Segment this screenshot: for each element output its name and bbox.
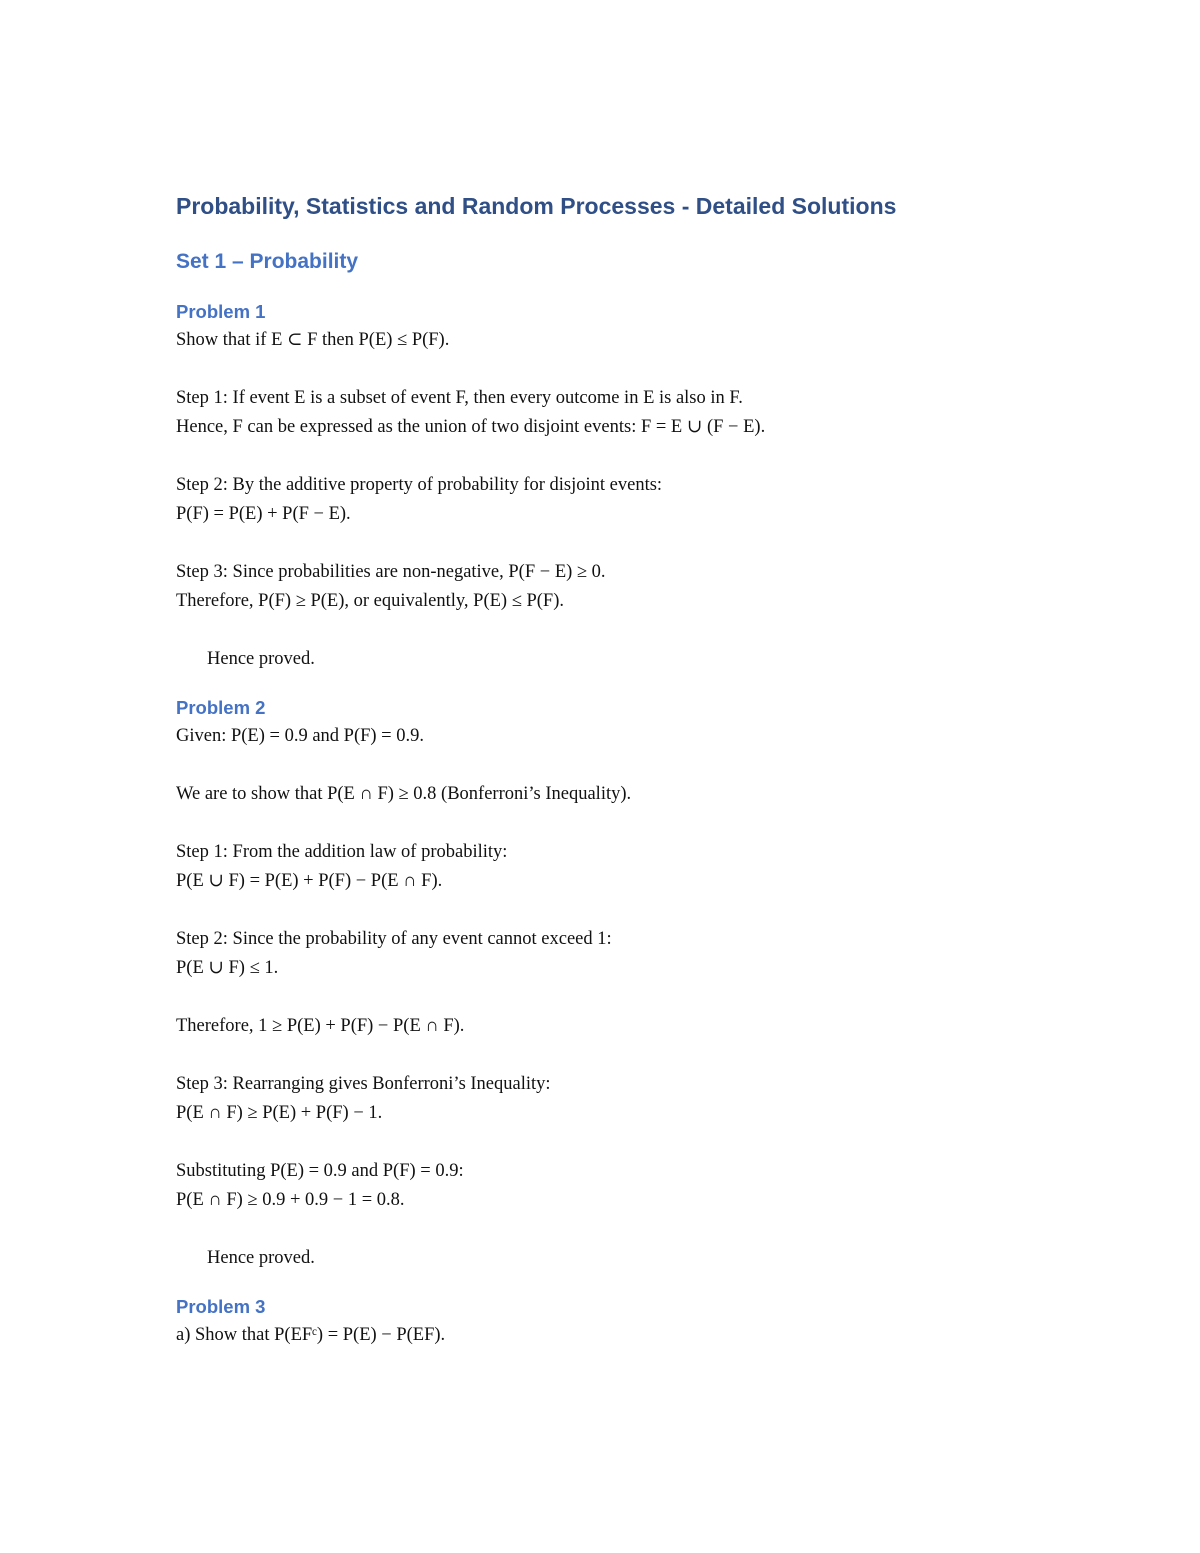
problem-2 — [176, 694, 1076, 1273]
problem-1-step-3a: Step 3: Since probabilities are non-negative, P(F − E) ≥ 0. — [176, 562, 606, 582]
problem-2-step-3b: P(E ∩ F) ≥ P(E) + P(F) − 1. — [176, 1103, 383, 1123]
problem-1-conclusion: Hence proved. — [207, 649, 315, 669]
problem-1-step-1b: Hence, F can be expressed as the union of two disjoint events: F = E ∪ (F − E). — [176, 417, 766, 437]
problem-3 — [176, 1293, 1076, 1350]
problem-1-step-1a: Step 1: If event E is a subset of event F, then every outcome in E is also in F. — [176, 388, 743, 408]
problem-2-given: Given: P(E) = 0.9 and P(F) = 0.9. — [176, 726, 424, 746]
problem-2-conclusion: Hence proved. — [207, 1248, 315, 1268]
problem-2-therefore: Therefore, 1 ≥ P(E) + P(F) − P(E ∩ F). — [176, 1016, 465, 1036]
problem-2-step-2a: Step 2: Since the probability of any event cannot exceed 1: — [176, 929, 612, 949]
problem-2-step-1a: Step 1: From the addition law of probability: — [176, 842, 508, 862]
problem-1-step-3b: Therefore, P(F) ≥ P(E), or equivalently, P(E) ≤ P(F). — [176, 591, 564, 611]
problem-2-step-3a: Step 3: Rearranging gives Bonferroni’s Inequality: — [176, 1074, 551, 1094]
problem-1-step-2a: Step 2: By the additive property of probability for disjoint events: — [176, 475, 663, 495]
problem-1 — [176, 298, 1076, 674]
problem-2-goal: We are to show that P(E ∩ F) ≥ 0.8 (Bonferroni’s Inequality). — [176, 784, 632, 804]
problem-1-statement: Show that if E ⊂ F then P(E) ≤ P(F). — [176, 330, 450, 350]
document-title: Probability, Statistics and Random Processes - Detailed Solutions — [176, 193, 897, 219]
problem-3-part-a: a) Show that P(EFᶜ) = P(E) − P(EF). — [176, 1325, 446, 1345]
set-heading: Set 1 – Probability — [176, 250, 359, 273]
problem-1-step-2b: P(F) = P(E) + P(F − E). — [176, 504, 351, 524]
problem-2-step-1b: P(E ∪ F) = P(E) + P(F) − P(E ∩ F). — [176, 871, 443, 891]
problem-2-heading: Problem 2 — [176, 697, 266, 718]
problem-3-heading: Problem 3 — [176, 1296, 266, 1317]
problem-2-substitution-a: Substituting P(E) = 0.9 and P(F) = 0.9: — [176, 1161, 464, 1181]
problem-2-substitution-b: P(E ∩ F) ≥ 0.9 + 0.9 − 1 = 0.8. — [176, 1190, 405, 1210]
problem-1-heading: Problem 1 — [176, 301, 266, 322]
problem-2-step-2b: P(E ∪ F) ≤ 1. — [176, 958, 279, 978]
document-page — [176, 190, 1076, 1350]
